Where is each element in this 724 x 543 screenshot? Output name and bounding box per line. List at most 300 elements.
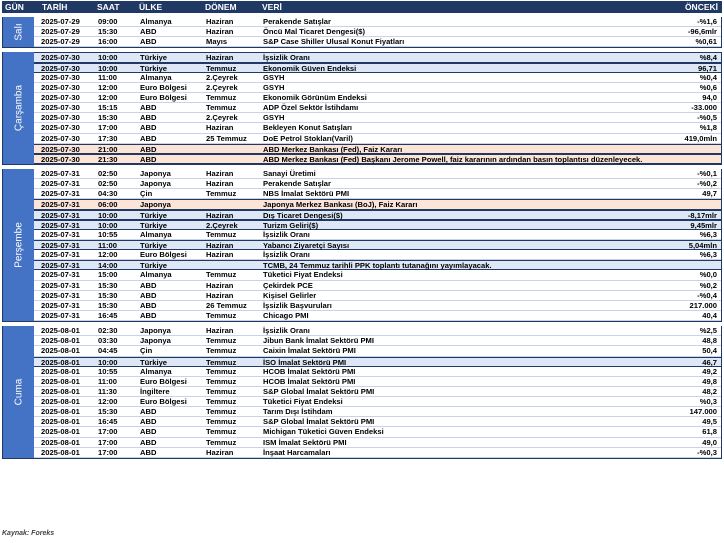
cell-country: Japonya (140, 326, 171, 336)
cell-event: ISM İmalat Sektörü PMI (263, 437, 347, 447)
cell-event: HCOB İmalat Sektörü PMI (263, 366, 356, 376)
cell-period: Mayıs (206, 37, 228, 47)
cell-time: 06:00 (98, 200, 118, 210)
cell-previous: 46,7 (702, 357, 717, 367)
cell-period: Temmuz (206, 417, 237, 427)
cell-date: 2025-07-29 (41, 37, 80, 47)
cell-period: Temmuz (206, 376, 237, 386)
cell-time: 02:50 (98, 168, 118, 178)
cell-period: Temmuz (206, 407, 237, 417)
cell-period: Temmuz (206, 229, 237, 239)
table-row (34, 336, 721, 346)
table-row (34, 397, 721, 407)
cell-period: Temmuz (206, 336, 237, 346)
table-row (34, 113, 721, 123)
cell-previous: -%0,1 (697, 168, 717, 178)
table-row (34, 301, 721, 311)
cell-previous: 96,71 (697, 63, 717, 73)
cell-date: 2025-08-01 (41, 376, 80, 386)
table-row (34, 270, 721, 280)
cell-time: 15:30 (98, 300, 118, 310)
day-rows (34, 169, 721, 321)
cell-date: 2025-07-30 (41, 82, 80, 92)
day-rows (34, 326, 721, 458)
cell-time: 10:00 (98, 220, 118, 230)
cell-country: ABD (140, 417, 157, 427)
cell-country: Almanya (140, 72, 172, 82)
cell-event: GSYH (263, 72, 285, 82)
cell-country: Euro Bölgesi (140, 376, 187, 386)
cell-previous: -33.000 (691, 103, 717, 113)
cell-previous: %8,4 (699, 53, 717, 63)
cell-event: İSO İmalat Sektörü PMI (263, 357, 347, 367)
table-row (34, 311, 721, 321)
cell-date: 2025-07-31 (41, 300, 80, 310)
cell-period: Temmuz (206, 346, 237, 356)
cell-country: Türkiye (140, 210, 168, 220)
table-row (34, 93, 721, 103)
header-veri: VERİ (262, 2, 282, 12)
cell-time: 15:30 (98, 280, 118, 290)
table-row (34, 326, 721, 336)
cell-previous: 5,04mln (688, 240, 717, 250)
cell-time: 10:00 (98, 63, 118, 73)
cell-country: ABD (140, 447, 157, 457)
cell-event: GSYH (263, 113, 285, 123)
cell-date: 2025-07-31 (41, 200, 80, 210)
cell-date: 2025-07-29 (41, 27, 80, 37)
cell-event: Sanayi Üretimi (263, 168, 316, 178)
table-row (34, 103, 721, 113)
cell-country: Almanya (140, 17, 172, 26)
cell-date: 2025-08-01 (41, 427, 80, 437)
cell-date: 2025-07-31 (41, 250, 80, 260)
cell-country: ABD (140, 144, 157, 154)
day-label (3, 52, 34, 164)
table-row (34, 210, 721, 220)
cell-period: Temmuz (206, 357, 237, 367)
cell-previous: 49,7 (702, 189, 717, 199)
table-row (34, 189, 721, 199)
header-onceki: ÖNCEKİ (684, 2, 718, 12)
cell-date: 2025-07-30 (41, 63, 80, 73)
cell-date: 2025-07-31 (41, 210, 80, 220)
cell-event: Michigan Tüketici Güven Endeksi (263, 427, 384, 437)
cell-time: 15:30 (98, 407, 118, 417)
cell-event: ADP Özel Sektör İstihdamı (263, 103, 359, 113)
cell-date: 2025-08-01 (41, 397, 80, 407)
cell-country: Çin (140, 189, 153, 199)
cell-time: 12:00 (98, 397, 118, 407)
cell-period: Temmuz (206, 189, 237, 199)
day-label (3, 169, 34, 321)
table-row (34, 281, 721, 291)
day-name: Perşembe (13, 222, 24, 268)
cell-previous: 48,2 (702, 386, 717, 396)
day-label (3, 17, 34, 47)
cell-time: 12:00 (98, 92, 118, 102)
cell-period: Haziran (206, 17, 234, 26)
cell-event: HCOB İmalat Sektörü PMI (263, 376, 356, 386)
cell-event: Tarım Dışı İstihdam (263, 407, 333, 417)
cell-period: Temmuz (206, 366, 237, 376)
cell-date: 2025-07-30 (41, 113, 80, 123)
cell-time: 11:00 (98, 240, 118, 250)
cell-event: Chicago PMI (263, 310, 309, 320)
cell-previous: -96,6mlr (687, 27, 717, 37)
cell-period: 25 Temmuz (206, 133, 247, 143)
cell-period: Temmuz (206, 92, 237, 102)
cell-date: 2025-07-30 (41, 92, 80, 102)
cell-event: Ekonomik Görünüm Endeksi (263, 92, 367, 102)
cell-country: ABD (140, 133, 157, 143)
cell-time: 17:00 (98, 447, 118, 457)
table-row (34, 417, 721, 427)
cell-country: Almanya (140, 366, 172, 376)
cell-previous: -%1,6 (697, 17, 717, 26)
day-group (2, 52, 722, 165)
cell-period: Temmuz (206, 427, 237, 437)
table-row (34, 27, 721, 37)
table-row (34, 260, 721, 270)
cell-country: Euro Bölgesi (140, 250, 187, 260)
cell-country: ABD (140, 300, 157, 310)
cell-period: 2.Çeyrek (206, 82, 238, 92)
day-rows (34, 52, 721, 164)
cell-event: Perakende Satışlar (263, 17, 331, 26)
table-row (34, 37, 721, 47)
table-row (34, 240, 721, 250)
cell-event: Tüketici Fiyat Endeksi (263, 397, 343, 407)
cell-date: 2025-07-31 (41, 229, 80, 239)
cell-period: Haziran (206, 250, 234, 260)
cell-previous: 61,8 (702, 427, 717, 437)
cell-country: Japonya (140, 200, 171, 210)
day-name: Çarşamba (13, 85, 24, 132)
cell-country: ABD (140, 113, 157, 123)
cell-event: S&P Case Shiller Ulusal Konut Fiyatları (263, 37, 405, 47)
cell-date: 2025-07-31 (41, 240, 80, 250)
cell-country: ABD (140, 290, 157, 300)
table-row (34, 73, 721, 83)
cell-time: 03:30 (98, 336, 118, 346)
cell-time: 17:00 (98, 427, 118, 437)
table-row (34, 346, 721, 356)
cell-previous: %0,4 (699, 72, 717, 82)
cell-time: 17:00 (98, 437, 118, 447)
cell-date: 2025-07-30 (41, 154, 80, 164)
day-name: Salı (13, 23, 24, 41)
cell-date: 2025-07-30 (41, 123, 80, 133)
cell-date: 2025-07-31 (41, 290, 80, 300)
cell-previous: %6,3 (699, 229, 717, 239)
cell-previous: -8,17mlr (687, 210, 717, 220)
day-group (2, 17, 722, 48)
cell-country: ABD (140, 407, 157, 417)
cell-time: 16:45 (98, 310, 118, 320)
cell-time: 11:00 (98, 376, 118, 386)
cell-previous: %0,61 (695, 37, 717, 47)
cell-period: Haziran (206, 326, 234, 336)
cell-period: Haziran (206, 168, 234, 178)
cell-event: İşsizlik Oranı (263, 53, 310, 63)
cell-previous: -%0,4 (697, 290, 717, 300)
cell-previous: %6,3 (699, 250, 717, 260)
cell-date: 2025-08-01 (41, 437, 80, 447)
cell-period: Haziran (206, 53, 234, 63)
cell-country: Türkiye (140, 53, 168, 63)
cell-event: Ekonomik Güven Endeksi (263, 63, 357, 73)
cell-event: Dış Ticaret Dengesi($) (263, 210, 343, 220)
cell-event: S&P Global İmalat Sektörü PMI (263, 417, 375, 427)
cell-country: ABD (140, 310, 157, 320)
cell-period: Haziran (206, 447, 234, 457)
cell-time: 21:30 (98, 154, 118, 164)
cell-time: 14:00 (98, 261, 118, 271)
cell-time: 10:55 (98, 366, 118, 376)
cell-date: 2025-07-31 (41, 270, 80, 280)
day-groups (2, 17, 722, 459)
table-row (34, 52, 721, 62)
cell-previous: 147.000 (689, 407, 717, 417)
cell-time: 15:30 (98, 27, 118, 37)
cell-country: ABD (140, 154, 157, 164)
cell-date: 2025-07-31 (41, 310, 80, 320)
cell-time: 17:30 (98, 133, 118, 143)
table-row (34, 220, 721, 230)
cell-period: 2.Çeyrek (206, 220, 238, 230)
cell-date: 2025-08-01 (41, 357, 80, 367)
cell-time: 10:55 (98, 229, 118, 239)
day-group (2, 169, 722, 322)
cell-date: 2025-07-30 (41, 53, 80, 63)
cell-event: İnşaat Harcamaları (263, 447, 331, 457)
table-header (2, 1, 722, 13)
cell-country: Japonya (140, 168, 171, 178)
table-row (34, 179, 721, 189)
cell-date: 2025-07-30 (41, 144, 80, 154)
cell-period: Temmuz (206, 437, 237, 447)
table-row (34, 438, 721, 448)
cell-period: Temmuz (206, 386, 237, 396)
cell-country: ABD (140, 27, 157, 37)
cell-time: 11:00 (98, 72, 118, 82)
cell-country: Euro Bölgesi (140, 397, 187, 407)
cell-previous: 217.000 (689, 300, 717, 310)
cell-period: Haziran (206, 240, 234, 250)
cell-time: 04:45 (98, 346, 118, 356)
table-row (34, 17, 721, 27)
cell-date: 2025-07-31 (41, 280, 80, 290)
table-row (34, 199, 721, 209)
cell-event: ABD Merkez Bankası (Fed) Başkanı Jerome Powell, faiz kararının ardından basın toplantısı düzenleyecek. (263, 154, 643, 164)
day-group (2, 326, 722, 459)
cell-event: GSYH (263, 82, 285, 92)
cell-date: 2025-07-30 (41, 133, 80, 143)
cell-event: Japonya Merkez Bankası (BoJ), Faiz Kararı (263, 200, 418, 210)
cell-previous: 49,2 (702, 366, 717, 376)
cell-event: Öncü Mal Ticaret Dengesi($) (263, 27, 365, 37)
header-saat: SAAT (97, 2, 120, 12)
cell-period: Temmuz (206, 103, 237, 113)
cell-time: 15:30 (98, 113, 118, 123)
cell-event: ABD Merkez Bankası (Fed), Faiz Kararı (263, 144, 403, 154)
cell-event: Çekirdek PCE (263, 280, 313, 290)
cell-event: TCMB, 24 Temmuz tarihli PPK toplantı tutanağını yayımlayacak. (263, 261, 492, 271)
cell-period: Haziran (206, 123, 234, 133)
cell-country: Japonya (140, 336, 171, 346)
cell-period: 26 Temmuz (206, 300, 247, 310)
table-row (34, 154, 721, 164)
cell-date: 2025-08-01 (41, 447, 80, 457)
cell-previous: %0,2 (699, 280, 717, 290)
cell-time: 15:30 (98, 290, 118, 300)
cell-date: 2025-07-31 (41, 261, 80, 271)
table-row (34, 250, 721, 260)
cell-period: Haziran (206, 179, 234, 189)
cell-country: ABD (140, 123, 157, 133)
cell-country: Türkiye (140, 63, 168, 73)
cell-previous: -%0,3 (697, 447, 717, 457)
table-row (34, 367, 721, 377)
cell-time: 16:00 (98, 37, 118, 47)
cell-country: Japonya (140, 179, 171, 189)
cell-previous: %0,6 (699, 82, 717, 92)
cell-previous: 419,0mln (684, 133, 717, 143)
cell-event: NBS İmalat Sektörü PMI (263, 189, 350, 199)
cell-country: ABD (140, 437, 157, 447)
cell-previous: 50,4 (702, 346, 717, 356)
table-row (34, 123, 721, 133)
cell-period: Haziran (206, 280, 234, 290)
cell-event: Perakende Satışlar (263, 179, 331, 189)
cell-previous: 40,4 (702, 310, 717, 320)
cell-previous: %1,8 (699, 123, 717, 133)
cell-date: 2025-08-01 (41, 386, 80, 396)
table-row (34, 357, 721, 367)
cell-time: 04:30 (98, 189, 118, 199)
cell-period: 2.Çeyrek (206, 113, 238, 123)
cell-time: 10:00 (98, 210, 118, 220)
cell-date: 2025-08-01 (41, 326, 80, 336)
table-row (34, 427, 721, 437)
table-row (34, 230, 721, 240)
cell-country: Türkiye (140, 220, 168, 230)
cell-event: DoE Petrol Stokları(Varil) (263, 133, 353, 143)
cell-date: 2025-07-31 (41, 220, 80, 230)
cell-country: İngiltere (140, 386, 170, 396)
table-row (34, 134, 721, 144)
cell-time: 15:15 (98, 103, 118, 113)
cell-time: 12:00 (98, 82, 118, 92)
cell-event: Tüketici Fiyat Endeksi (263, 270, 343, 280)
header-ulke: ÜLKE (139, 2, 163, 12)
cell-date: 2025-08-01 (41, 336, 80, 346)
cell-date: 2025-07-30 (41, 103, 80, 113)
cell-event: İşsizlik Başvuruları (263, 300, 332, 310)
cell-previous: 49,5 (702, 417, 717, 427)
cell-time: 17:00 (98, 123, 118, 133)
cell-date: 2025-07-29 (41, 17, 80, 26)
cell-previous: 48,8 (702, 336, 717, 346)
cell-time: 10:00 (98, 357, 118, 367)
cell-period: Haziran (206, 210, 234, 220)
cell-country: ABD (140, 280, 157, 290)
table-row (34, 83, 721, 93)
cell-time: 15:00 (98, 270, 118, 280)
economic-calendar (2, 1, 722, 459)
cell-time: 02:30 (98, 326, 118, 336)
cell-country: ABD (140, 103, 157, 113)
cell-event: Bekleyen Konut Satışları (263, 123, 353, 133)
cell-country: Almanya (140, 229, 172, 239)
cell-previous: %2,5 (699, 326, 717, 336)
cell-date: 2025-08-01 (41, 417, 80, 427)
cell-country: Türkiye (140, 240, 168, 250)
cell-period: 2.Çeyrek (206, 72, 238, 82)
cell-event: Turizm Geliri($) (263, 220, 319, 230)
cell-period: Haziran (206, 27, 234, 37)
cell-period: Temmuz (206, 397, 237, 407)
cell-country: Türkiye (140, 357, 168, 367)
cell-previous: %0,0 (699, 270, 717, 280)
cell-previous: 49,8 (702, 376, 717, 386)
cell-country: ABD (140, 37, 157, 47)
cell-date: 2025-08-01 (41, 407, 80, 417)
cell-event: Caixin İmalat Sektörü PMI (263, 346, 356, 356)
cell-country: ABD (140, 427, 157, 437)
cell-event: İşsizlik Oranı (263, 250, 310, 260)
cell-time: 02:50 (98, 179, 118, 189)
cell-event: Jibun Bank İmalat Sektörü PMI (263, 336, 374, 346)
table-row (34, 377, 721, 387)
cell-previous: -%0,2 (697, 179, 717, 189)
cell-period: Temmuz (206, 310, 237, 320)
cell-date: 2025-08-01 (41, 346, 80, 356)
cell-event: İşsizlik Oranı (263, 229, 310, 239)
cell-country: Çin (140, 346, 153, 356)
cell-previous: -%0,5 (697, 113, 717, 123)
cell-event: Yabancı Ziyaretçi Sayısı (263, 240, 350, 250)
table-row (34, 63, 721, 73)
table-row (34, 291, 721, 301)
cell-time: 11:30 (98, 386, 118, 396)
cell-date: 2025-07-31 (41, 168, 80, 178)
cell-date: 2025-07-30 (41, 72, 80, 82)
cell-time: 16:45 (98, 417, 118, 427)
cell-country: Euro Bölgesi (140, 82, 187, 92)
cell-country: Türkiye (140, 261, 168, 271)
table-row (34, 144, 721, 154)
cell-event: İşsizlik Oranı (263, 326, 310, 336)
cell-period: Temmuz (206, 270, 237, 280)
cell-date: 2025-07-31 (41, 179, 80, 189)
header-gun: GÜN (5, 2, 24, 12)
day-name: Cuma (13, 378, 24, 406)
day-label (3, 326, 34, 458)
table-row (34, 448, 721, 458)
cell-previous: 9,45mlr (690, 220, 717, 230)
cell-time: 10:00 (98, 53, 118, 63)
table-row (34, 169, 721, 179)
cell-previous: 94,0 (702, 92, 717, 102)
header-tarih: TARİH (42, 2, 68, 12)
table-row (34, 407, 721, 417)
cell-event: Kişisel Gelirler (263, 290, 317, 300)
source-note: Kaynak: Foreks (2, 530, 55, 537)
cell-country: Euro Bölgesi (140, 92, 187, 102)
cell-time: 21:00 (98, 144, 118, 154)
